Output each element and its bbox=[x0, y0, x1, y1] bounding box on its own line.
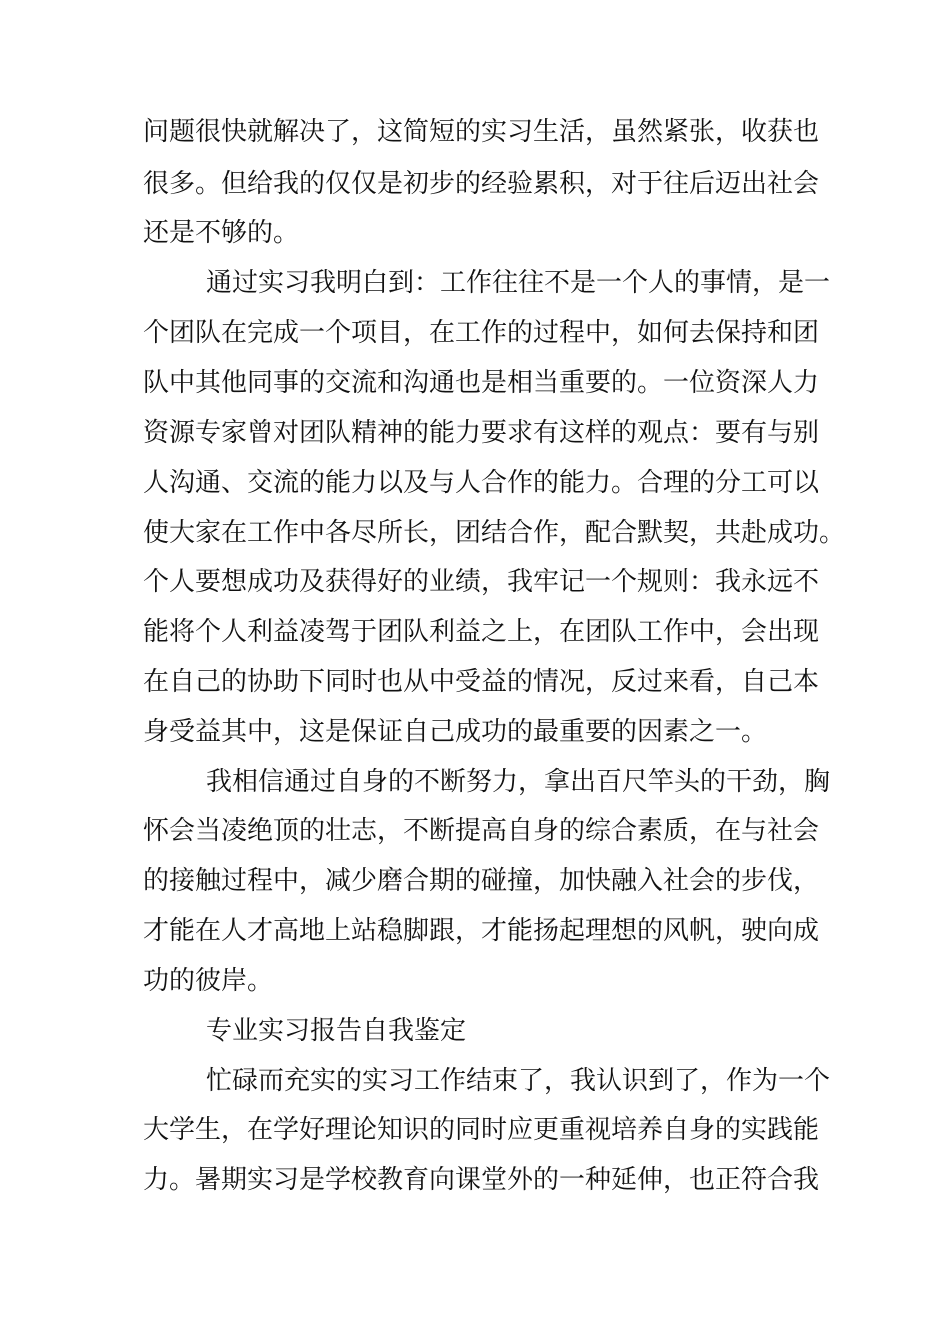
text-line: 身受益其中，这是保证自己成功的最重要的因素之一。 bbox=[143, 717, 768, 747]
text-line: 使大家在工作中各尽所长，团结合作，配合默契，共赴成功。 bbox=[143, 518, 846, 548]
paragraph-first-line: 忙碌而充实的实习工作结束了，我认识到了，作为一个 bbox=[206, 1066, 831, 1096]
text-line: 力。暑期实习是学校教育向课堂外的一种延伸，也正符合我 bbox=[143, 1165, 820, 1195]
text-line: 在自己的协助下同时也从中受益的情况，反过来看，自己本 bbox=[143, 667, 820, 697]
text-line: 怀会当凌绝顶的壮志，不断提高自身的综合素质，在与社会 bbox=[143, 816, 820, 846]
text-line: 才能在人才高地上站稳脚跟，才能扬起理想的风帆，驶向成 bbox=[143, 916, 820, 946]
text-line: 还是不够的。 bbox=[143, 218, 300, 248]
text-line: 很多。但给我的仅仅是初步的经验累积，对于往后迈出社会 bbox=[143, 169, 820, 199]
text-line: 资源专家曾对团队精神的能力要求有这样的观点：要有与别 bbox=[143, 418, 820, 448]
paragraph-first-line: 通过实习我明白到：工作往往不是一个人的事情，是一 bbox=[206, 268, 831, 298]
text-line: 的接触过程中，减少磨合期的碰撞，加快融入社会的步伐， bbox=[143, 866, 820, 896]
text-line: 人沟通、交流的能力以及与人合作的能力。合理的分工可以 bbox=[143, 468, 820, 498]
text-line: 个人要想成功及获得好的业绩，我牢记一个规则：我永远不 bbox=[143, 567, 820, 597]
section-heading: 专业实习报告自我鉴定 bbox=[206, 1016, 467, 1046]
text-line: 大学生，在学好理论知识的同时应更重视培养自身的实践能 bbox=[143, 1115, 820, 1145]
text-line: 队中其他同事的交流和沟通也是相当重要的。一位资深人力 bbox=[143, 368, 820, 398]
text-line: 能将个人利益凌驾于团队利益之上，在团队工作中，会出现 bbox=[143, 617, 820, 647]
text-line: 问题很快就解决了，这简短的实习生活，虽然紧张，收获也 bbox=[143, 117, 820, 147]
text-line: 功的彼岸。 bbox=[143, 966, 274, 996]
text-line: 个团队在完成一个项目，在工作的过程中，如何去保持和团 bbox=[143, 318, 820, 348]
paragraph-first-line: 我相信通过自身的不断努力，拿出百尺竿头的干劲，胸 bbox=[206, 767, 831, 797]
